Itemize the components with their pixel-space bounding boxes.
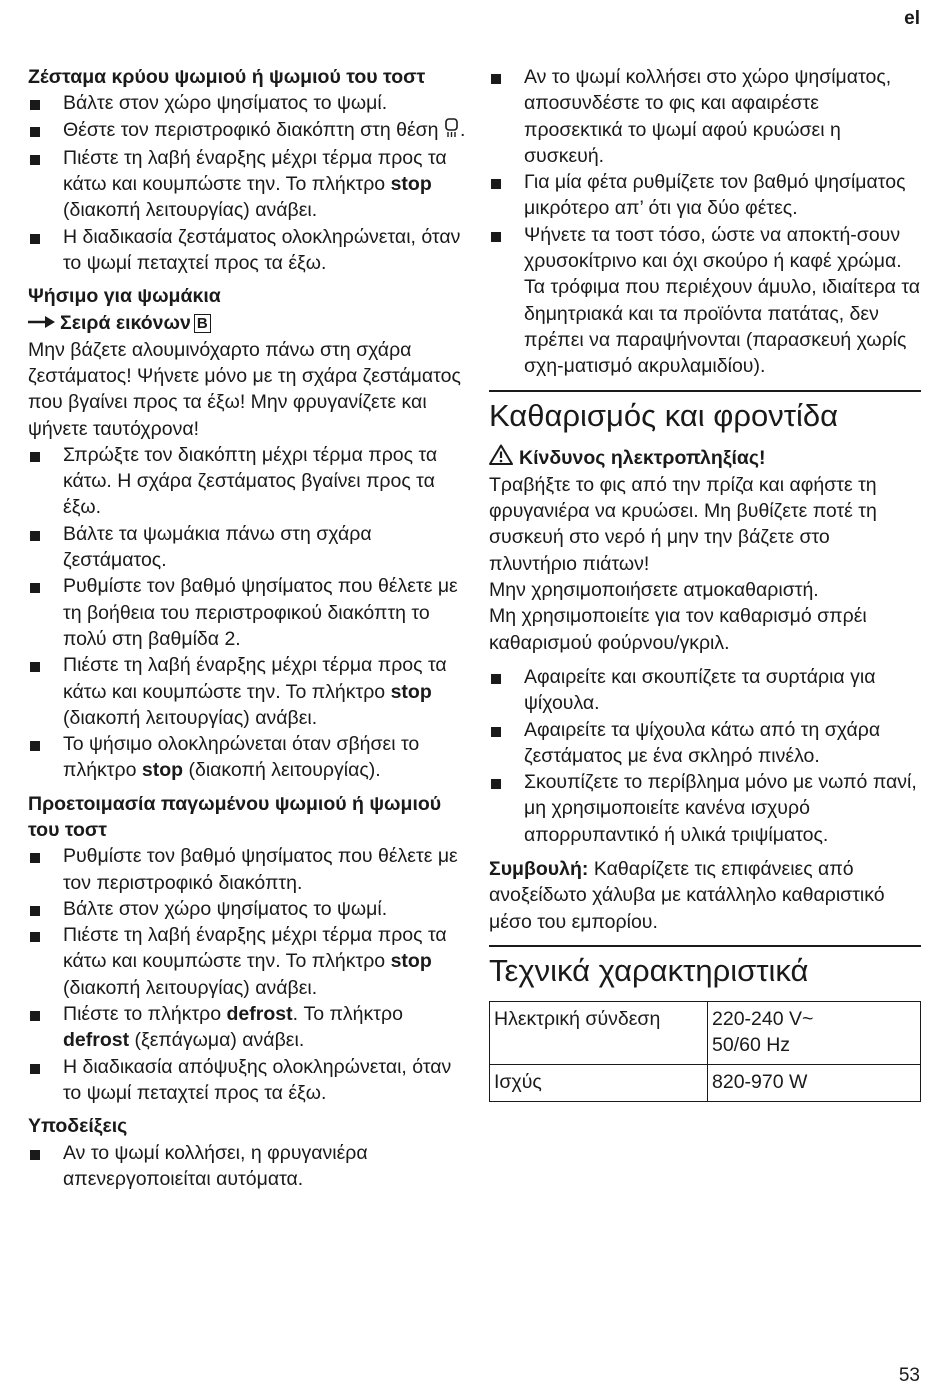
list-item: Ρυθμίστε τον βαθμό ψησίματος που θέλετε με τη βοήθεια του περιστροφικού διακόπτη το πολύ στη βαθμίδα 2. <box>28 573 468 652</box>
rolls-title: Ψήσιμο για ψωμάκια <box>28 285 221 308</box>
tech-heading: Τεχνικά χαρακτηριστικά <box>489 945 921 991</box>
rolls-figure-ref: Σειρά εικόνων B <box>28 310 468 337</box>
danger-warning: Κίνδυνος ηλεκτροπληξίας! <box>489 444 921 472</box>
toaster-position-icon <box>444 118 460 145</box>
list-item: Για μία φέτα ρυθμίζετε τον βαθμό ψησίματος μικρότερο απ’ ότι για δύο φέτες. <box>489 169 921 222</box>
arrow-right-icon <box>28 310 56 336</box>
list-item: Σπρώξτε τον διακόπτη μέχρι τέρμα προς τα κάτω. Η σχάρα ζεστάματος βγαίνει προς τα έξω. <box>28 442 468 521</box>
list-item: Το ψήσιμο ολοκληρώνεται όταν σβήσει το πλήκτρο stop (διακοπή λειτουργίας). <box>28 731 468 784</box>
list-item: Πιέστε τη λαβή έναρξης μέχρι τέρμα προς τα κάτω και κουμπώστε την. Το πλήκτρο stop (διακοπή λειτουργίας) ανάβει. <box>28 652 468 731</box>
list-item: Ρυθμίστε τον βαθμό ψησίματος που θέλετε με τον περιστροφικό διακόπτη. <box>28 843 468 896</box>
list-item: Αν το ψωμί κολλήσει στο χώρο ψησίματος, αποσυνδέστε το φις και αφαιρέστε προσεκτικά το ψωμί αφού κρυώσει η συσκευή. <box>489 64 921 169</box>
table-row <box>490 1001 921 1064</box>
steam-text: Μην χρησιμοποιήσετε ατμοκαθαριστή. <box>489 579 819 602</box>
cleaning-list <box>489 664 921 848</box>
list-item: Πιέστε το πλήκτρο defrost. Το πλήκτρο defrost (ξεπάγωμα) ανάβει. <box>28 1001 468 1054</box>
right-column <box>489 64 921 1102</box>
warning-triangle-icon <box>489 444 519 472</box>
frozen-list <box>28 843 468 1106</box>
rolls-list <box>28 442 468 784</box>
list-item: Βάλτε στον χώρο ψησίματος το ψωμί. <box>28 896 468 922</box>
list-item: Βάλτε τα ψωμάκια πάνω στη σχάρα ζεστάματος. <box>28 521 468 574</box>
list-item: Σκουπίζετε το περίβλημα μόνο με νωπό πανί, μη χρησιμοποιείτε κανένα ισχυρό απορρυπαντικό ή υλικά τριψίματος. <box>489 769 921 848</box>
spray-text: Μη χρησιμοποιείτε για τον καθαρισμό σπρέι καθαρισμού φούρνου/γκριλ. <box>489 605 867 654</box>
language-code: el <box>904 8 920 29</box>
left-column <box>28 64 468 1192</box>
list-item: Θέστε τον περιστροφικό διακόπτη στη θέση . <box>28 117 468 145</box>
list-item: Αφαιρείτε και σκουπίζετε τα συρτάρια για ψίχουλα. <box>489 664 921 717</box>
list-item: Πιέστε τη λαβή έναρξης μέχρι τέρμα προς τα κάτω και κουμπώστε την. Το πλήκτρο stop (διακοπή λειτουργίας) ανάβει. <box>28 922 468 1001</box>
hints-title: Υποδείξεις <box>28 1115 128 1138</box>
spec-table <box>489 1001 921 1102</box>
list-item: Η διαδικασία απόψυξης ολοκληρώνεται, όταν το ψωμί πεταχτεί προς τα έξω. <box>28 1054 468 1107</box>
hints-list-left <box>28 1140 468 1193</box>
list-item: Αν το ψωμί κολλήσει, η φρυγανιέρα απενεργοποιείται αυτόματα. <box>28 1140 468 1193</box>
cleaning-heading: Καθαρισμός και φροντίδα <box>489 390 921 436</box>
list-item: Αφαιρείτε τα ψίχουλα κάτω από τη σχάρα ζεστάματος με ένα σκληρό πινέλο. <box>489 717 921 770</box>
frozen-title: Προετοιμασία παγωμένου ψωμιού ή ψωμιού του τοστ <box>28 792 442 841</box>
warm-title: Ζέσταμα κρύου ψωμιού ή ψωμιού του τοστ <box>28 66 426 88</box>
warm-list <box>28 90 468 276</box>
hints-list-right <box>489 64 921 380</box>
spec-value: 220-240 V~ 50/60 Hz <box>708 1001 921 1064</box>
spec-key: Ισχύς <box>490 1064 708 1101</box>
tip-paragraph: Συμβουλή: Καθαρίζετε τις επιφάνειες από ανοξείδωτο χάλυβα με κατάλληλο καθαριστικό μέσο του εμπορίου. <box>489 858 885 933</box>
spec-value: 820-970 W <box>708 1064 921 1101</box>
list-item: Πιέστε τη λαβή έναρξης μέχρι τέρμα προς τα κάτω και κουμπώστε την. Το πλήκτρο stop (διακοπή λειτουργίας) ανάβει. <box>28 145 468 224</box>
spec-key: Ηλεκτρική σύνδεση <box>490 1001 708 1064</box>
rolls-intro: Μην βάζετε αλουμινόχαρτο πάνω στη σχάρα ζεστάματος! Ψήνετε μόνο με τη σχάρα ζεστάματος που βγαίνει προς τα έξω! Μην φρυγανίζετε και ψήνετε ταυτόχρονα! <box>28 338 461 440</box>
table-row <box>490 1064 921 1101</box>
list-item: Η διαδικασία ζεστάματος ολοκληρώνεται, όταν το ψωμί πεταχτεί προς τα έξω. <box>28 224 468 277</box>
list-item: Ψήνετε τα τοστ τόσο, ώστε να αποκτή-σουν χρυσοκίτρινο και όχι σκούρο ή καφέ χρώμα. Τα τρόφιμα που περιέχουν άμυλο, ιδιαίτερα τα δημητριακά και τα προϊόντα πατάτας, δεν πρέπει να παραψήνονται (παρασκευή χωρίς σχη-ματισμό ακρυλαμιδίου). <box>489 222 921 380</box>
page-number: 53 <box>898 1365 920 1386</box>
list-item: Βάλτε στον χώρο ψησίματος το ψωμί. <box>28 90 468 116</box>
danger-text: Τραβήξτε το φις από την πρίζα και αφήστε τη φρυγανιέρα να κρυώσει. Μη βυθίζετε ποτέ τη συσκευή στο νερό ή μην την βάζετε στο πλυντήριο πιάτων! <box>489 473 877 575</box>
figure-letter-badge: B <box>194 314 211 333</box>
